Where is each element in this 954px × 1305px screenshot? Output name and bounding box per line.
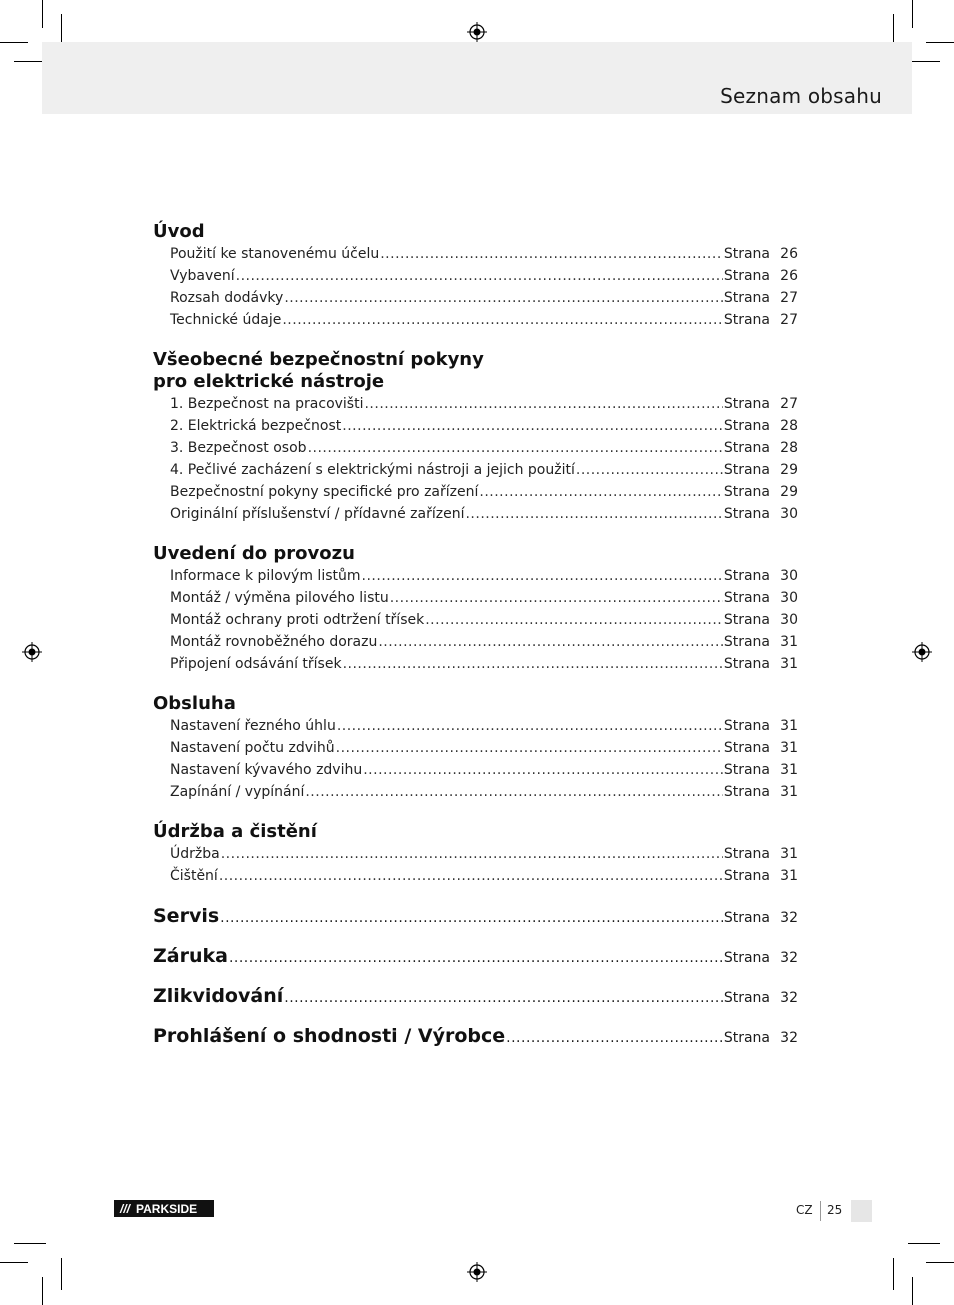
entry-page-number: 31 (780, 718, 798, 734)
crop-mark (908, 1243, 940, 1244)
entry-page-number: 31 (780, 868, 798, 884)
footer-divider (820, 1201, 821, 1221)
entry-page-number: 31 (780, 784, 798, 800)
entry-page-number: 30 (780, 568, 798, 584)
strana-label: Strana (723, 740, 770, 756)
entry-label: 4. Pečlivé zacházení s elektrickými nástroji a jejich použití (170, 462, 575, 478)
strana-label: Strana (723, 950, 770, 966)
crop-mark (912, 0, 913, 28)
dot-leader (380, 243, 723, 265)
section-heading: Všeobecné bezpečnostní pokyny (153, 349, 484, 370)
strana-label: Strana (723, 718, 770, 734)
registration-mark-icon (912, 642, 932, 662)
dot-leader (284, 990, 723, 1006)
dot-leader (576, 459, 723, 481)
footer-tab (851, 1200, 872, 1222)
toc-entry[interactable] (153, 415, 798, 437)
toc-entry[interactable] (153, 287, 798, 309)
logo-slashes: /// (120, 1201, 131, 1216)
strana-label: Strana (723, 634, 770, 650)
toc-entry[interactable] (153, 631, 798, 653)
section-heading: Úvod (153, 221, 205, 242)
strana-label: Strana (723, 590, 770, 606)
dot-leader (390, 587, 723, 609)
registration-mark-icon (467, 1262, 487, 1282)
logo-text: PARKSIDE (136, 1201, 198, 1216)
toc-entry[interactable] (153, 459, 798, 481)
toc-entry[interactable] (153, 265, 798, 287)
strana-label: Strana (723, 290, 770, 306)
entry-label: Technické údaje (170, 312, 282, 328)
strana-label: Strana (723, 868, 770, 884)
crop-mark (0, 42, 28, 43)
crop-mark (893, 1258, 894, 1290)
entry-label: 2. Elektrická bezpečnost (170, 418, 342, 434)
page-title: Seznam obsahu (720, 84, 882, 108)
strana-label: Strana (723, 612, 770, 628)
strana-label: Strana (723, 506, 770, 522)
strana-label: Strana (723, 990, 770, 1006)
entry-page-number: 28 (780, 418, 798, 434)
crop-mark (42, 0, 43, 28)
dot-leader (364, 393, 722, 415)
entry-label: Zapínání / vypínání (170, 784, 305, 800)
dot-leader (308, 437, 723, 459)
page-number: 25 (827, 1203, 843, 1217)
crop-mark (926, 42, 954, 43)
dot-leader (363, 759, 723, 781)
entry-page-number: 26 (780, 246, 798, 262)
dot-leader (305, 781, 722, 803)
entry-label: Montáž / výměna pilového listu (170, 590, 389, 606)
toc-section (153, 349, 798, 525)
section-heading: Obsluha (153, 693, 236, 714)
crop-mark (926, 1262, 954, 1263)
entry-label: Čištění (170, 868, 218, 884)
toc-section (153, 693, 798, 803)
entry-page-number: 32 (780, 1030, 798, 1046)
strana-label: Strana (723, 484, 770, 500)
strana-label: Strana (723, 568, 770, 584)
entry-label: Nastavení počtu zdvihů (170, 740, 335, 756)
section-heading: Uvedení do provozu (153, 543, 355, 564)
dot-leader (282, 309, 722, 331)
entry-label: Montáž ochrany proti odtržení třísek (170, 612, 425, 628)
parkside-logo (114, 1200, 214, 1217)
toc-single-entry[interactable] (153, 905, 798, 927)
crop-mark (908, 61, 940, 62)
toc-entry[interactable] (153, 843, 798, 865)
dot-leader (337, 715, 723, 737)
toc-section (153, 543, 798, 675)
entry-page-number: 32 (780, 950, 798, 966)
entry-page-number: 32 (780, 990, 798, 1006)
toc-entry[interactable] (153, 481, 798, 503)
entry-page-number: 32 (780, 910, 798, 926)
toc-single-entry[interactable] (153, 1025, 798, 1047)
strana-label: Strana (723, 440, 770, 456)
strana-label: Strana (723, 246, 770, 262)
toc-entry[interactable] (153, 865, 798, 887)
entry-page-number: 27 (780, 290, 798, 306)
toc-entry[interactable] (153, 653, 798, 675)
toc-single-entry[interactable] (153, 985, 798, 1007)
strana-label: Strana (723, 910, 770, 926)
toc-entry[interactable] (153, 737, 798, 759)
toc-entry[interactable] (153, 715, 798, 737)
entry-label: 3. Bezpečnost osob (170, 440, 307, 456)
dot-leader (343, 653, 723, 675)
registration-mark-icon (467, 22, 487, 42)
strana-label: Strana (723, 656, 770, 672)
dot-leader (342, 415, 723, 437)
entry-label: Rozsah dodávky (170, 290, 284, 306)
entry-page-number: 31 (780, 846, 798, 862)
entry-page-number: 28 (780, 440, 798, 456)
toc-entry[interactable] (153, 503, 798, 525)
entry-label: Informace k pilovým listům (170, 568, 361, 584)
toc-entry[interactable] (153, 437, 798, 459)
section-heading: pro elektrické nástroje (153, 371, 385, 392)
entry-page-number: 27 (780, 312, 798, 328)
dot-leader (220, 910, 723, 926)
entry-page-number: 31 (780, 634, 798, 650)
strana-label: Strana (723, 1030, 770, 1046)
dot-leader (506, 1030, 723, 1046)
strana-label: Strana (723, 762, 770, 778)
entry-label: Nastavení řezného úhlu (170, 718, 336, 734)
crop-mark (42, 1277, 43, 1305)
toc-single-entry[interactable] (153, 945, 798, 967)
toc-entry[interactable] (153, 759, 798, 781)
toc-section (153, 221, 798, 331)
entry-page-number: 29 (780, 484, 798, 500)
dot-leader (284, 287, 723, 309)
entry-page-number: 31 (780, 740, 798, 756)
table-of-contents (153, 221, 798, 1065)
entry-label: Montáž rovnoběžného dorazu (170, 634, 378, 650)
entry-page-number: 31 (780, 656, 798, 672)
entry-label: Připojení odsávání třísek (170, 656, 342, 672)
toc-entry[interactable] (153, 587, 798, 609)
entry-page-number: 31 (780, 762, 798, 778)
strana-label: Strana (723, 312, 770, 328)
dot-leader (219, 865, 723, 887)
dot-leader (425, 609, 723, 631)
toc-entry[interactable] (153, 393, 798, 415)
toc-entry[interactable] (153, 309, 798, 331)
toc-single-entries (153, 905, 798, 1047)
crop-mark (912, 1277, 913, 1305)
entry-page-number: 30 (780, 590, 798, 606)
entry-label: Bezpečnostní pokyny specifické pro zařízení (170, 484, 479, 500)
entry-page-number: 27 (780, 396, 798, 412)
registration-mark-icon (22, 642, 42, 662)
dot-leader (336, 737, 723, 759)
strana-label: Strana (723, 396, 770, 412)
entry-page-number: 26 (780, 268, 798, 284)
toc-entry[interactable] (153, 565, 798, 587)
entry-label: Údržba (170, 846, 220, 862)
toc-entry[interactable] (153, 609, 798, 631)
dot-leader (221, 843, 723, 865)
strana-label: Strana (723, 462, 770, 478)
crop-mark (0, 1262, 28, 1263)
crop-mark (61, 1258, 62, 1290)
dot-leader (465, 503, 722, 525)
dot-leader (236, 265, 723, 287)
entry-page-number: 30 (780, 612, 798, 628)
strana-label: Strana (723, 268, 770, 284)
toc-section (153, 821, 798, 887)
entry-label: 1. Bezpečnost na pracovišti (170, 396, 364, 412)
dot-leader (229, 950, 723, 966)
toc-entry[interactable] (153, 781, 798, 803)
entry-label: Vybavení (170, 268, 235, 284)
section-heading: Zlikvidování (153, 985, 284, 1007)
crop-mark (14, 1243, 46, 1244)
strana-label: Strana (723, 418, 770, 434)
entry-label: Nastavení kývavého zdvihu (170, 762, 363, 778)
dot-leader (479, 481, 722, 503)
entry-page-number: 29 (780, 462, 798, 478)
entry-page-number: 30 (780, 506, 798, 522)
entry-label: Originální příslušenství / přídavné zařízení (170, 506, 465, 522)
section-heading: Prohlášení o shodnosti / Výrobce (153, 1025, 506, 1047)
entry-label: Použití ke stanovenému účelu (170, 246, 380, 262)
section-heading: Záruka (153, 945, 228, 967)
strana-label: Strana (723, 784, 770, 800)
strana-label: Strana (723, 846, 770, 862)
language-code: CZ (796, 1203, 813, 1217)
dot-leader (362, 565, 723, 587)
toc-entry[interactable] (153, 243, 798, 265)
dot-leader (378, 631, 722, 653)
section-heading: Údržba a čistění (153, 821, 317, 842)
section-heading: Servis (153, 905, 220, 927)
